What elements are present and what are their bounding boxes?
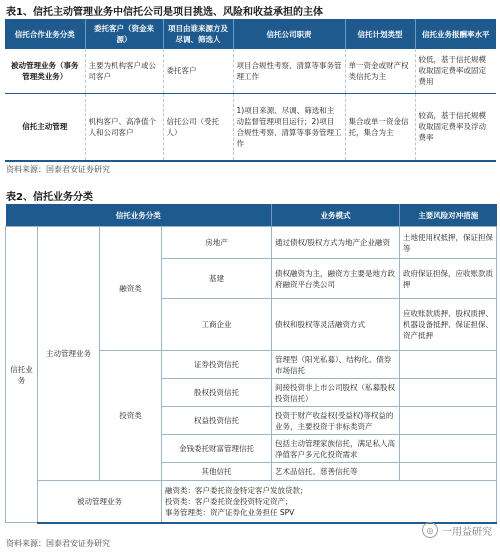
sub-category: 股权投资信托 xyxy=(162,379,272,407)
cell: 投资于财产收益权(受益权)等权益的业务，主要投资于非标类资产 xyxy=(272,407,400,435)
root-category: 信托业务 xyxy=(6,227,38,523)
table2-source: 资料来源：国泰君安证券研究 xyxy=(6,539,110,548)
cell xyxy=(400,351,497,379)
cell: 单一资金或财产权类信托为主 xyxy=(345,49,415,93)
cell xyxy=(400,435,497,463)
header-business-model: 业务模式 xyxy=(272,204,400,227)
table-row xyxy=(5,49,496,93)
header-client: 委托客户（资金来源） xyxy=(85,19,163,49)
cell: 包括主动管理家族信托，满足私人高净值客户多元化投资需求 xyxy=(272,435,400,463)
header-duties: 信托公司职责 xyxy=(233,19,345,49)
cell: 通过债权/股权方式为地产企业融资 xyxy=(272,227,400,259)
header-risk-hedge: 主要风险对冲措施 xyxy=(400,204,497,227)
active-management-category: 主动管理业务 xyxy=(38,227,100,481)
cell: 信托主动管理 xyxy=(5,93,85,161)
cell: 被动管理业务（事务管理类业务） xyxy=(5,49,85,93)
sub-category: 基建 xyxy=(162,259,272,299)
cell: 艺术品信托、慈善信托等 xyxy=(272,463,400,481)
header-classification: 信托业务分类 xyxy=(6,204,272,227)
header-category: 信托合作业务分类 xyxy=(5,19,85,49)
cell: 债权和股权等灵活融资方式 xyxy=(272,299,400,351)
sub-category: 房地产 xyxy=(162,227,272,259)
table1-source: 资料来源：国泰君安证券研究 xyxy=(6,165,110,174)
cell: 债权融资为主，融资方主要是地方政府融资平台类公司 xyxy=(272,259,400,299)
cell: 土地使用权抵押，保证担保等 xyxy=(400,227,497,259)
sub-category: 权益投资信托 xyxy=(162,407,272,435)
sub-category: 工商企业 xyxy=(162,299,272,351)
cell: 应收账款质押、股权质押、机器设备抵押、保证担保、资产抵押 xyxy=(400,299,497,351)
cell: 信托公司（受托人） xyxy=(163,93,233,161)
header-plan-type: 信托计划类型 xyxy=(345,19,415,49)
cell xyxy=(400,379,497,407)
cell: 委托客户 xyxy=(163,49,233,93)
header-fee-rate: 信托业务报酬率水平 xyxy=(415,19,496,49)
header-project-source: 项目由谁来源方及尽调、筛选人 xyxy=(163,19,233,49)
table-row xyxy=(5,93,496,161)
table1-title: 表1、信托主动管理业务中信托公司是项目挑选、风险和收益承担的主体 xyxy=(6,7,323,18)
cell: 较高，基于信托规模收取固定费率及浮动费率 xyxy=(415,93,496,161)
cell: 项目合规性考察、清算等事务管理工作 xyxy=(233,49,345,93)
business-comparison-table xyxy=(5,19,496,162)
cell: 1)项目来源、尽调、筛选和主动监督管理项目运行；2)项目合规性考察、清算等事务管理工作 xyxy=(233,93,345,161)
cell xyxy=(400,463,497,481)
cell: 集合或单一资金信托，集合为主 xyxy=(345,93,415,161)
cell: 主要为机构客户或公司客户 xyxy=(85,49,163,93)
cell: 政府保证担保，应收账款质押 xyxy=(400,259,497,299)
cell: 间接投资非上市公司股权（私募股权投资信托） xyxy=(272,379,400,407)
table2-title: 表2、信托业务分类 xyxy=(6,192,93,203)
sub-category: 证券投资信托 xyxy=(162,351,272,379)
sub-category: 其他信托 xyxy=(162,463,272,481)
cell: 较低，基于信托规模收取固定费率或固定费用 xyxy=(415,49,496,93)
watermark xyxy=(422,522,492,538)
financing-category: 融资类 xyxy=(100,227,162,351)
cell xyxy=(400,407,497,435)
investment-category: 投资类 xyxy=(100,351,162,481)
cell: 机构客户、高净值个人和公司客户 xyxy=(85,93,163,161)
passive-management-category: 被动管理业务 xyxy=(38,481,162,523)
business-classification-table xyxy=(5,204,497,524)
passive-description: 融资类：客户委托资金特定客户发放贷款； 投资类：客户委托资金投资特定资产； 事务管理类：资产证券化业务担任 SPV xyxy=(162,481,497,523)
cell: 管理型（阳光私募）、结构化、债券市场信托 xyxy=(272,351,400,379)
wechat-logo-icon: ◎ xyxy=(422,522,438,538)
watermark-text: 一用益研究 xyxy=(442,526,492,538)
sub-category: 金钱委托财富管理信托 xyxy=(162,435,272,463)
